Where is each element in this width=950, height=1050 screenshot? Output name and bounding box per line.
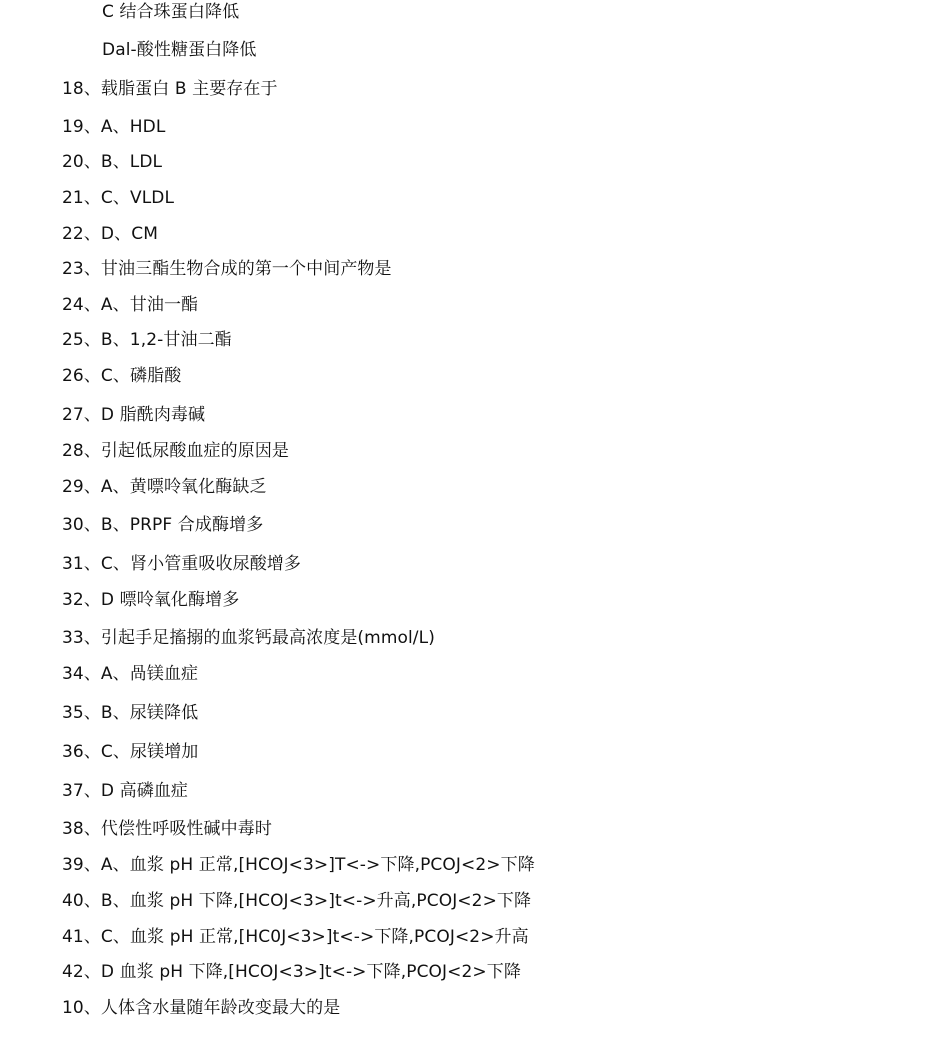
option-line: 40、B、血浆 pH 下降,[HCOJ<3>]t<->升高,PCOJ<2>下降 — [62, 891, 532, 911]
question-line: 33、引起手足搐搦的血浆钙最高浓度是(mmol/L) — [62, 628, 435, 648]
option-line: 25、B、1,2-甘油二酯 — [62, 330, 232, 350]
option-line: 27、D 脂酰肉毒碱 — [62, 405, 206, 425]
question-line: 28、引起低尿酸血症的原因是 — [62, 441, 290, 461]
option-line: 26、C、磷脂酸 — [62, 366, 182, 386]
option-line: 37、D 高磷血症 — [62, 781, 189, 801]
option-line: 36、C、尿镁增加 — [62, 742, 199, 762]
question-line: 10、人体含水量随年龄改变最大的是 — [62, 998, 341, 1018]
question-line: 23、甘油三酯生物合成的第一个中间产物是 — [62, 259, 392, 279]
option-line: 24、A、甘油一酯 — [62, 295, 199, 315]
option-line: 29、A、黄嘌呤氧化酶缺乏 — [62, 477, 267, 497]
option-line: 32、D 嘌呤氧化酶增多 — [62, 590, 240, 610]
option-line: 31、C、肾小管重吸收尿酸增多 — [62, 554, 302, 574]
option-line: 35、B、尿镁降低 — [62, 703, 199, 723]
option-line: 41、C、血浆 pH 正常,[HC0J<3>]t<->下降,PCOJ<2>升高 — [62, 927, 529, 947]
option-line: 34、A、咼镁血症 — [62, 664, 199, 684]
option-line: 39、A、血浆 pH 正常,[HCOJ<3>]T<->下降,PCOJ<2>下降 — [62, 855, 535, 875]
question-line: 38、代偿性呼吸性碱中毒时 — [62, 819, 272, 839]
option-line: 22、D、CM — [62, 224, 158, 244]
question-line: 18、载脂蛋白 B 主要存在于 — [62, 79, 278, 99]
option-line: 30、B、PRPF 合成酶增多 — [62, 515, 264, 535]
option-line: 21、C、VLDL — [62, 188, 175, 208]
option-line: 42、D 血浆 pH 下降,[HCOJ<3>]t<->下降,PCOJ<2>下降 — [62, 962, 521, 982]
option-c-line: C 结合珠蛋白降低 — [102, 2, 240, 22]
option-line: 19、A、HDL — [62, 117, 166, 137]
option-d-line: Dal-酸性糖蛋白降低 — [102, 40, 257, 60]
option-line: 20、B、LDL — [62, 152, 163, 172]
